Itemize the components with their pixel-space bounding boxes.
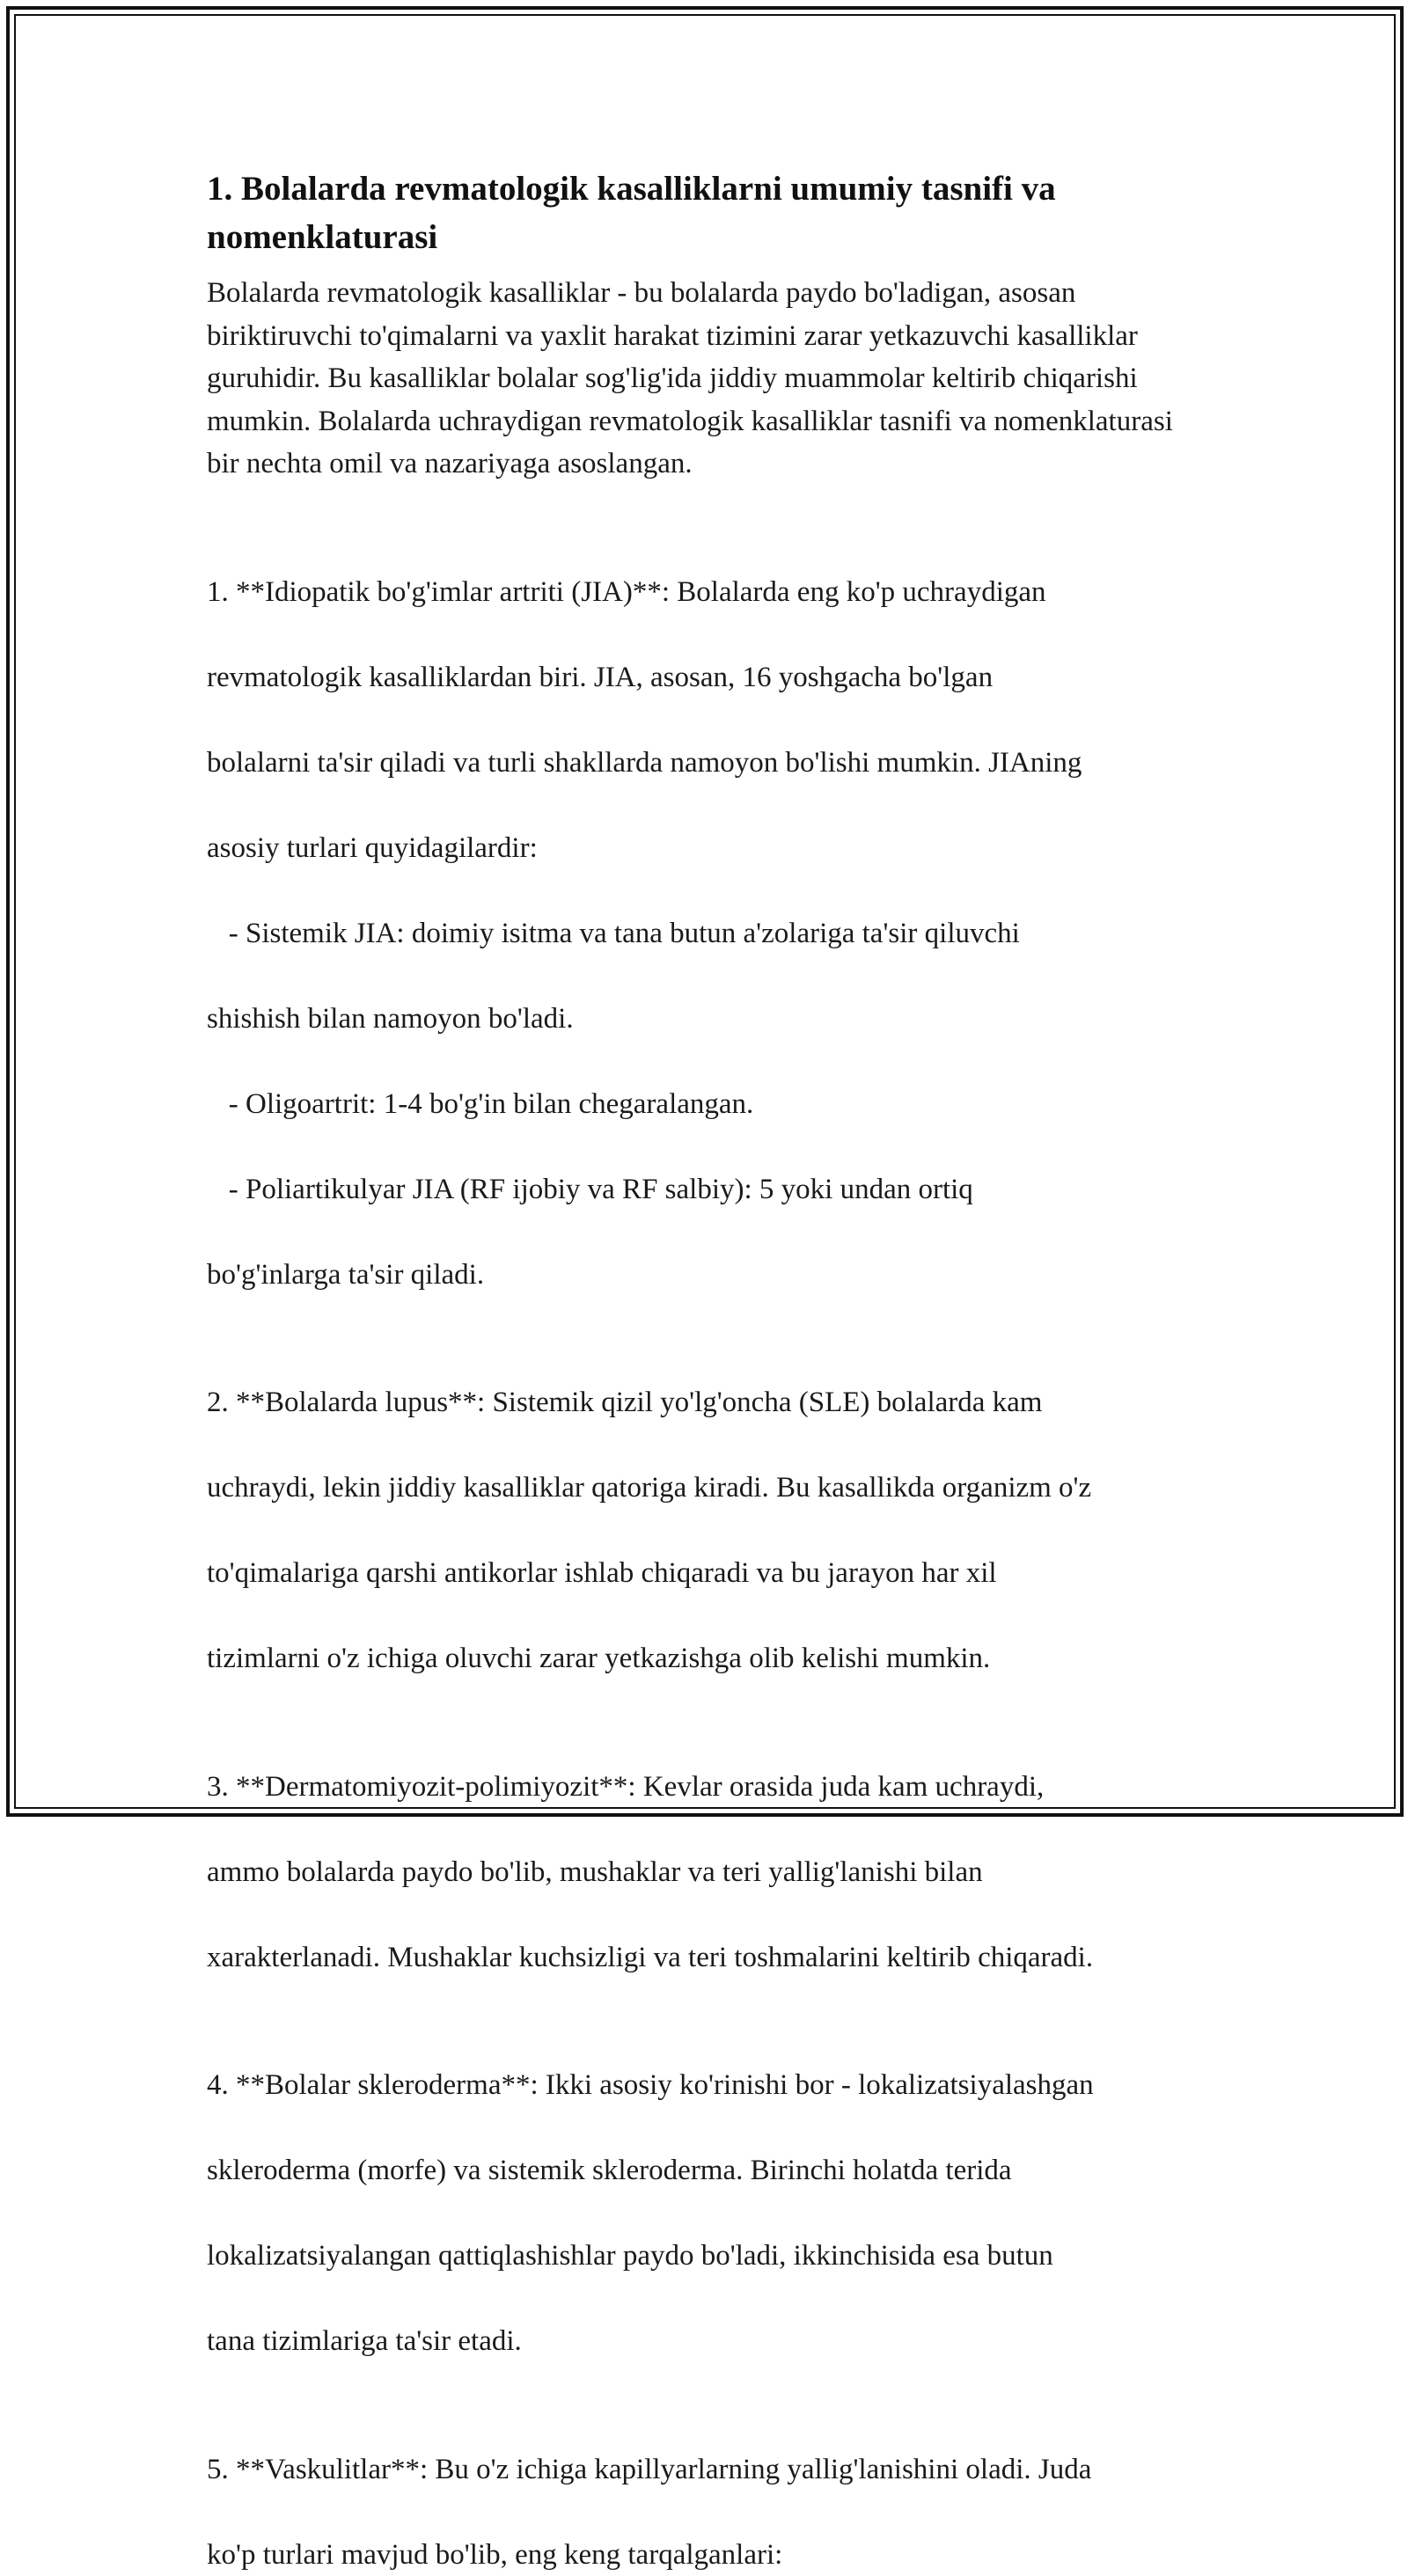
text-line: lokalizatsiyalangan qattiqlashishlar paydo bo'ladi, ikkinchisida esa butun bbox=[207, 2240, 1053, 2272]
text-line: revmatologik kasalliklardan biri. JIA, asosan, 16 yoshgacha bo'lgan bbox=[207, 661, 994, 693]
text-line: shishish bilan namoyon bo'ladi. bbox=[207, 1002, 574, 1035]
text-line: - Poliartikulyar JIA (RF ijobiy va RF salbiy): 5 yoki undan ortiq bbox=[207, 1173, 973, 1205]
text-line: skleroderma (morfe) va sistemik skleroderma. Birinchi holatda terida bbox=[207, 2155, 1012, 2186]
intro-paragraph: Bolalarda revmatologik kasalliklar - bu bolalarda paydo bo'ladigan, asosan biriktiruvchi to'qimalarni va yaxlit harakat tizimini zarar yetkazuvchi kasalliklar guruhidir. Bu kasalliklar bolalar sog'lig'ida jiddiy muammolar keltirib chiqarishi mumkin. Bolalarda uchraydigan revmatologik kasalliklar tasnifi va nomenklaturasi bir nechta omil va nazariyaga asoslangan. bbox=[207, 277, 1173, 479]
list-item-dermatomyositis bbox=[207, 1723, 1206, 1979]
document-body bbox=[207, 165, 1206, 2576]
text-line: tana tizimlariga ta'sir etadi. bbox=[207, 2325, 522, 2357]
text-line: 4. **Bolalar skleroderma**: Ikki asosiy ko'rinishi bor - lokalizatsiyalashgan bbox=[207, 2069, 1094, 2101]
list-item-jia bbox=[207, 528, 1206, 1296]
text-line: ko'p turlari mavjud bo'lib, eng keng tarqalganlari: bbox=[207, 2538, 783, 2571]
text-line: ammo bolalarda paydo bo'lib, mushaklar va teri yallig'lanishi bilan bbox=[207, 1855, 983, 1888]
list-item-vasculitis bbox=[207, 2405, 1206, 2576]
text-line: xarakterlanadi. Mushaklar kuchsizligi va teri toshmalarini keltirib chiqaradi. bbox=[207, 1941, 1094, 1973]
text-line: - Oligoartrit: 1-4 bo'g'in bilan chegaralangan. bbox=[207, 1087, 754, 1120]
document-title: 1. Bolalarda revmatologik kasalliklarni umumiy tasnifi va nomenklaturasi bbox=[207, 170, 1056, 256]
list-item-lupus bbox=[207, 1339, 1206, 1680]
text-line: to'qimalariga qarshi antikorlar ishlab chiqaradi va bu jarayon har xil bbox=[207, 1557, 997, 1589]
list-item-scleroderma bbox=[207, 2022, 1206, 2363]
text-line: - Sistemik JIA: doimiy isitma va tana butun a'zolariga ta'sir qiluvchi bbox=[207, 917, 1020, 949]
text-line: 2. **Bolalarda lupus**: Sistemik qizil yo'lg'oncha (SLE) bolalarda kam bbox=[207, 1387, 1043, 1418]
text-line: 3. **Dermatomiyozit-polimiyozit**: Kevlar orasida juda kam uchraydi, bbox=[207, 1770, 1045, 1803]
text-line: 5. **Vaskulitlar**: Bu o'z ichiga kapillyarlarning yallig'lanishini oladi. Juda bbox=[207, 2453, 1092, 2485]
text-line: tizimlarni o'z ichiga oluvchi zarar yetkazishga olib kelishi mumkin. bbox=[207, 1643, 991, 1674]
text-line: uchraydi, lekin jiddiy kasalliklar qatoriga kiradi. Bu kasallikda organizm o'z bbox=[207, 1472, 1092, 1504]
text-line: asosiy turlari quyidagilardir: bbox=[207, 831, 538, 864]
text-line: bolalarni ta'sir qiladi va turli shakllarda namoyon bo'lishi mumkin. JIAning bbox=[207, 746, 1082, 779]
text-line: bo'g'inlarga ta'sir qiladi. bbox=[207, 1258, 485, 1291]
text-line: 1. **Idiopatik bo'g'imlar artriti (JIA)**: Bolalarda eng ko'p uchraydigan bbox=[207, 575, 1046, 608]
